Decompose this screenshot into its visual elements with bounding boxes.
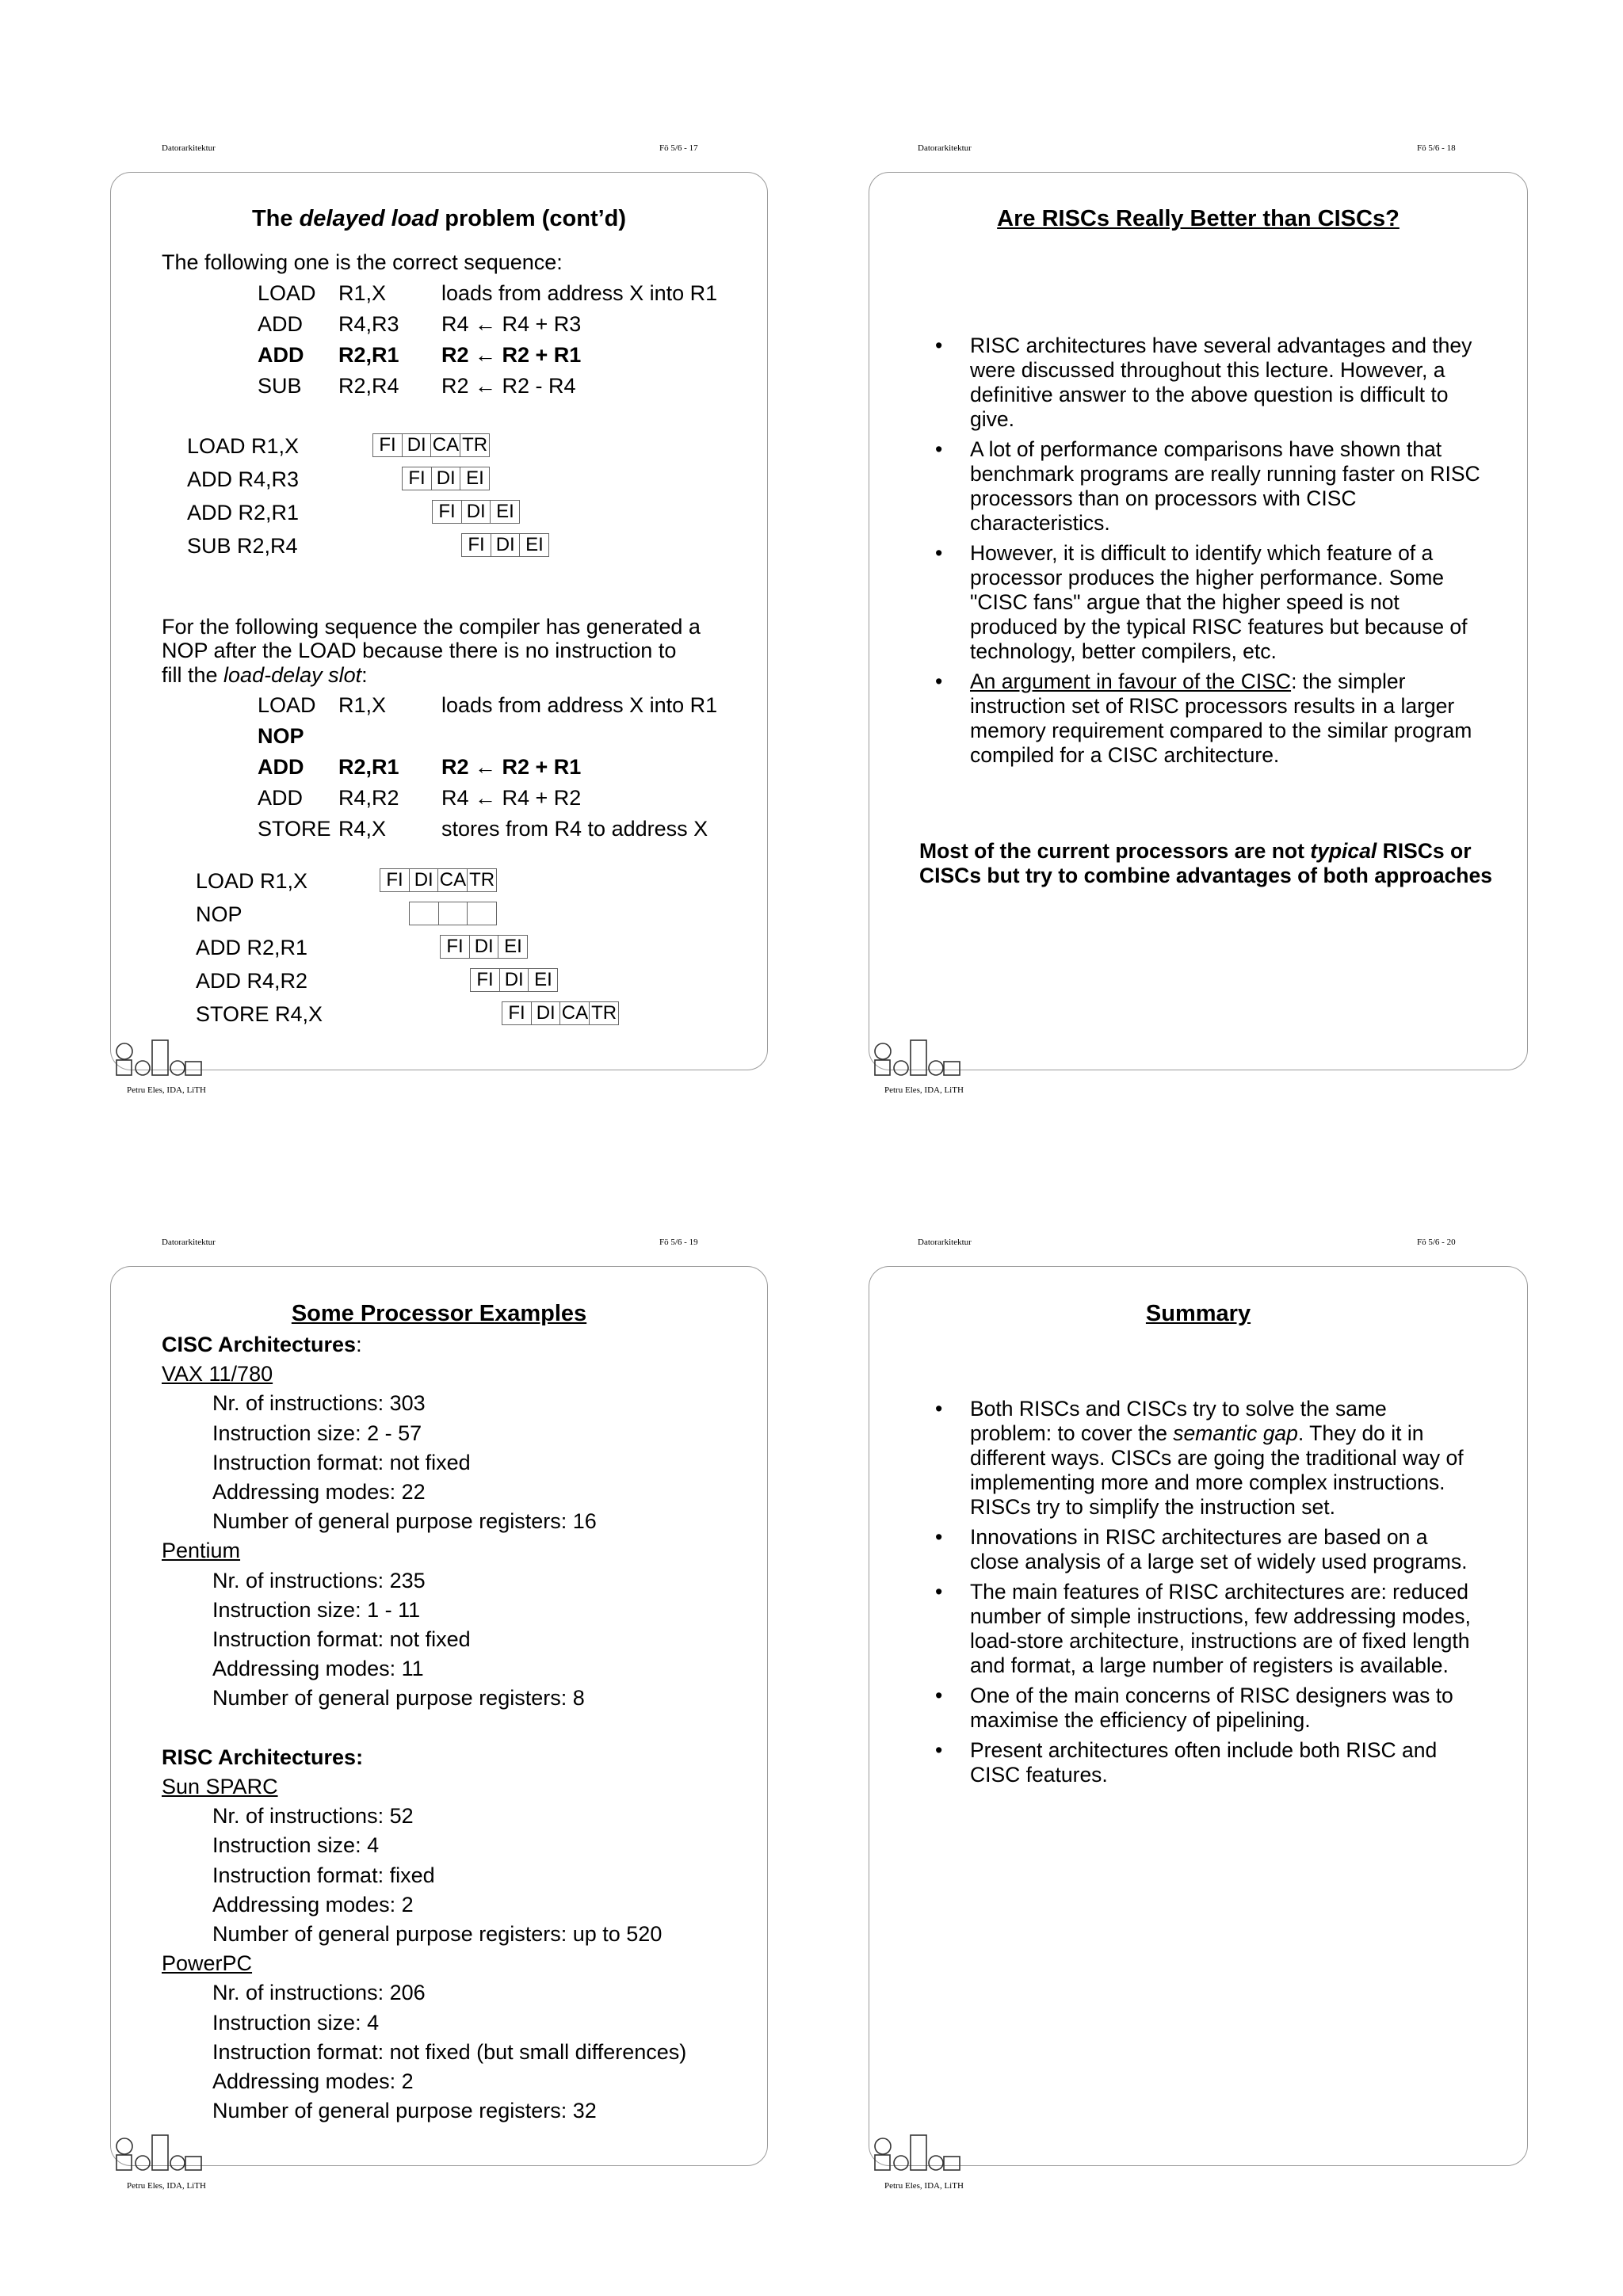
processor-spec: Instruction format: not fixed	[212, 1627, 471, 1651]
author-footer: Petru Eles, IDA, LiTH	[884, 2181, 964, 2191]
slide-title: The delayed load problem (cont’d)	[251, 206, 627, 231]
pipeline-stage-row	[461, 533, 549, 557]
pipeline-stage-cell: TR	[460, 433, 490, 457]
page-number: Fö 5/6 - 17	[659, 143, 698, 153]
pipeline-stage-cell: FI	[372, 433, 403, 457]
pipeline-stage-row	[470, 968, 558, 992]
pipeline-stage-cell: DI	[531, 1001, 561, 1025]
processor-spec: Nr. of instructions: 206	[212, 1981, 426, 2005]
processor-spec: Instruction size: 4	[212, 2010, 380, 2035]
opcode: STORE	[258, 817, 331, 841]
author-footer: Petru Eles, IDA, LiTH	[884, 1085, 964, 1095]
pipeline-stage-cell: CA	[559, 1001, 590, 1025]
processor-spec: Instruction size: 4	[212, 1833, 380, 1858]
author-footer: Petru Eles, IDA, LiTH	[127, 2181, 206, 2191]
bullet-item: • Innovations in RISC architectures are based on a close analysis of a large set of widely used programs.	[919, 1525, 1474, 1574]
bullet-item: • RISC architectures have several advantages and they were discussed throughout this lecture. However, a definitive answer to the above question is difficult to give.	[919, 334, 1490, 432]
author-footer: Petru Eles, IDA, LiTH	[127, 1085, 206, 1095]
pipeline-stage-cell	[409, 902, 439, 925]
pipeline-stage-cell: EI	[528, 968, 558, 992]
pipeline-instruction-label: ADD R2,R1	[187, 501, 300, 524]
opcode: LOAD	[258, 281, 316, 305]
pipeline-stage-row	[380, 868, 497, 892]
pipeline-stage-cell: FI	[470, 968, 500, 992]
pipeline-instruction-label: SUB R2,R4	[187, 534, 298, 558]
course-label: Datorarkitektur	[918, 1238, 972, 1247]
bullet-item: • One of the main concerns of RISC designers was to maximise the efficiency of pipelining.	[919, 1684, 1474, 1733]
operands: R1,X	[338, 693, 387, 717]
processor-spec: Number of general purpose registers: 8	[212, 1686, 585, 1711]
pipeline-stage-row	[372, 433, 490, 457]
pipeline-stage-row	[502, 1001, 619, 1025]
opcode: ADD	[258, 786, 304, 810]
processor-name: Sun SPARC	[162, 1775, 278, 1798]
pipeline-instruction-label: ADD R4,R2	[196, 969, 308, 993]
operands: R4,X	[338, 817, 387, 841]
operands: R2,R1	[338, 755, 399, 779]
pipeline-stage-cell: DI	[461, 500, 491, 524]
description: R4 ← R4 + R2	[441, 786, 582, 810]
description: R2 ← R2 + R1	[441, 755, 582, 779]
pipeline-stage-row	[409, 902, 497, 925]
opcode: ADD	[258, 312, 304, 336]
section-heading-risc: RISC Architectures:	[162, 1745, 364, 1769]
bullet-item: • Both RISCs and CISCs try to solve the same problem: to cover the semantic gap. They do it in different ways. CISCs are going the traditional way of implementing more and more complex instructions. RISCs try to simplify the instruction set.	[919, 1397, 1474, 1520]
slide-title: Are RISCs Really Better than CISCs?	[997, 206, 1400, 231]
paragraph-line: For the following sequence the compiler has generated a	[162, 615, 701, 639]
ida-logo-icon	[116, 2133, 211, 2171]
pipeline-instruction-label: STORE R4,X	[196, 1002, 323, 1026]
description: R2 ← R2 + R1	[441, 343, 582, 367]
heading-text: CISC Architectures	[162, 1333, 357, 1356]
pipeline-stage-cell: DI	[499, 968, 529, 992]
page-number: Fö 5/6 - 20	[1417, 1238, 1456, 1247]
paragraph-line: NOP after the LOAD because there is no instruction to	[162, 639, 677, 662]
description: loads from address X into R1	[441, 693, 718, 717]
pipeline-stage-cell: FI	[461, 533, 491, 557]
processor-spec: Addressing modes: 11	[212, 1657, 424, 1681]
pipeline-stage-cell: CA	[437, 868, 468, 892]
processor-name: Pentium	[162, 1539, 241, 1563]
pipeline-instruction-label: LOAD R1,X	[187, 434, 300, 458]
ida-logo-icon	[116, 1038, 211, 1076]
pipeline-stage-cell: FI	[402, 467, 432, 490]
pipeline-instruction-label: NOP	[196, 902, 242, 926]
pipeline-stage-cell: DI	[431, 467, 461, 490]
description: R4 ← R4 + R3	[441, 312, 582, 336]
pipeline-instruction-label: LOAD R1,X	[196, 869, 308, 893]
page-number: Fö 5/6 - 19	[659, 1238, 698, 1247]
pipeline-stage-cell	[438, 902, 468, 925]
bullet-list	[919, 1397, 1474, 1793]
pipeline-stage-cell: EI	[498, 935, 528, 959]
course-label: Datorarkitektur	[918, 143, 972, 153]
pipeline-stage-cell: FI	[440, 935, 470, 959]
slide-title: Some Processor Examples	[291, 1301, 587, 1326]
processor-spec: Number of general purpose registers: up to 520	[212, 1922, 663, 1946]
pipeline-stage-cell: CA	[430, 433, 460, 457]
bullet-item: • A lot of performance comparisons have shown that benchmark programs are really running faster on RISC processors than on processors with CISC characteristics.	[919, 437, 1490, 536]
processor-spec: Instruction size: 1 - 11	[212, 1597, 421, 1622]
pipeline-stage-cell: DI	[469, 935, 499, 959]
pipeline-stage-cell: EI	[460, 467, 490, 490]
pipeline-instruction-label: ADD R4,R3	[187, 467, 300, 491]
processor-spec: Nr. of instructions: 235	[212, 1568, 426, 1592]
description: stores from R4 to address X	[441, 817, 708, 841]
pipeline-stage-cell: DI	[409, 868, 439, 892]
bullet-item: • An argument in favour of the CISC: the simpler instruction set of RISC processors results in a larger memory requirement compared to the similar program compiled for a CISC architecture.	[919, 669, 1490, 768]
processor-spec: Number of general purpose registers: 32	[212, 2099, 597, 2123]
slide-title: Summary	[1145, 1301, 1251, 1326]
opcode: LOAD	[258, 693, 316, 717]
operands: R2,R1	[338, 343, 399, 367]
processor-name: PowerPC	[162, 1951, 253, 1976]
processor-spec: Instruction format: not fixed (but small differences)	[212, 2039, 687, 2064]
pipeline-stage-cell: EI	[490, 500, 520, 524]
bullet-item: • However, it is difficult to identify which feature of a processor produces the higher performance. Some "CISC fans" argue that the higher speed is not produced by the typical RISC features but because of technology, better compilers, etc.	[919, 541, 1490, 664]
operands: R2,R4	[338, 374, 399, 398]
processor-spec: Addressing modes: 2	[212, 1892, 414, 1917]
ida-logo-icon	[874, 1038, 969, 1076]
pipeline-stage-row	[432, 500, 520, 524]
pipeline-instruction-label: ADD R2,R1	[196, 936, 308, 959]
pipeline-stage-cell: TR	[467, 868, 497, 892]
processor-spec: Addressing modes: 22	[212, 1480, 426, 1504]
opcode: ADD	[258, 755, 304, 779]
pipeline-stage-row	[440, 935, 528, 959]
page-number: Fö 5/6 - 18	[1417, 143, 1456, 153]
pipeline-stage-row	[402, 467, 490, 490]
bullet-item: • Present architectures often include both RISC and CISC features.	[919, 1738, 1474, 1787]
bullet-item: • The main features of RISC architectures are: reduced number of simple instructions, few addressing modes, load-store architecture, instructions are of fixed length and format, a large number of registers is available.	[919, 1580, 1474, 1678]
heading-colon: :	[356, 1333, 362, 1356]
processor-name: VAX 11/780	[162, 1362, 273, 1386]
pipeline-stage-cell: FI	[502, 1001, 532, 1025]
processor-spec: Instruction format: not fixed	[212, 1450, 471, 1474]
processor-spec: Instruction format: fixed	[212, 1863, 435, 1887]
pipeline-stage-cell: TR	[589, 1001, 619, 1025]
operands: R4,R2	[338, 786, 399, 810]
operands: R1,X	[338, 281, 387, 305]
pipeline-stage-cell: DI	[491, 533, 521, 557]
intro-text: The following one is the correct sequence:	[162, 250, 563, 274]
description: loads from address X into R1	[441, 281, 718, 305]
pipeline-stage-cell: FI	[432, 500, 462, 524]
ida-logo-icon	[874, 2133, 969, 2171]
conclusion-text: Most of the current processors are not typical RISCs or CISCs but try to combine advantages of both approaches	[919, 839, 1492, 887]
course-label: Datorarkitektur	[162, 1238, 216, 1247]
processor-spec: Addressing modes: 2	[212, 2069, 414, 2093]
section-heading-cisc	[162, 1334, 362, 1356]
opcode: NOP	[258, 724, 304, 748]
course-label: Datorarkitektur	[162, 143, 216, 153]
opcode: ADD	[258, 343, 304, 367]
pipeline-stage-cell: DI	[402, 433, 432, 457]
pipeline-stage-cell: FI	[380, 868, 410, 892]
processor-spec: Nr. of instructions: 303	[212, 1391, 426, 1416]
description: R2 ← R2 - R4	[441, 374, 576, 398]
bullet-list	[919, 334, 1490, 773]
processor-spec: Number of general purpose registers: 16	[212, 1509, 597, 1534]
processor-spec: Instruction size: 2 - 57	[212, 1421, 422, 1445]
opcode: SUB	[258, 374, 302, 398]
slide-frame	[110, 1266, 768, 2166]
pipeline-stage-cell	[467, 902, 497, 925]
pipeline-stage-cell: EI	[519, 533, 549, 557]
operands: R4,R3	[338, 312, 399, 336]
processor-spec: Nr. of instructions: 52	[212, 1804, 414, 1829]
paragraph-line: fill the load-delay slot:	[162, 663, 368, 687]
